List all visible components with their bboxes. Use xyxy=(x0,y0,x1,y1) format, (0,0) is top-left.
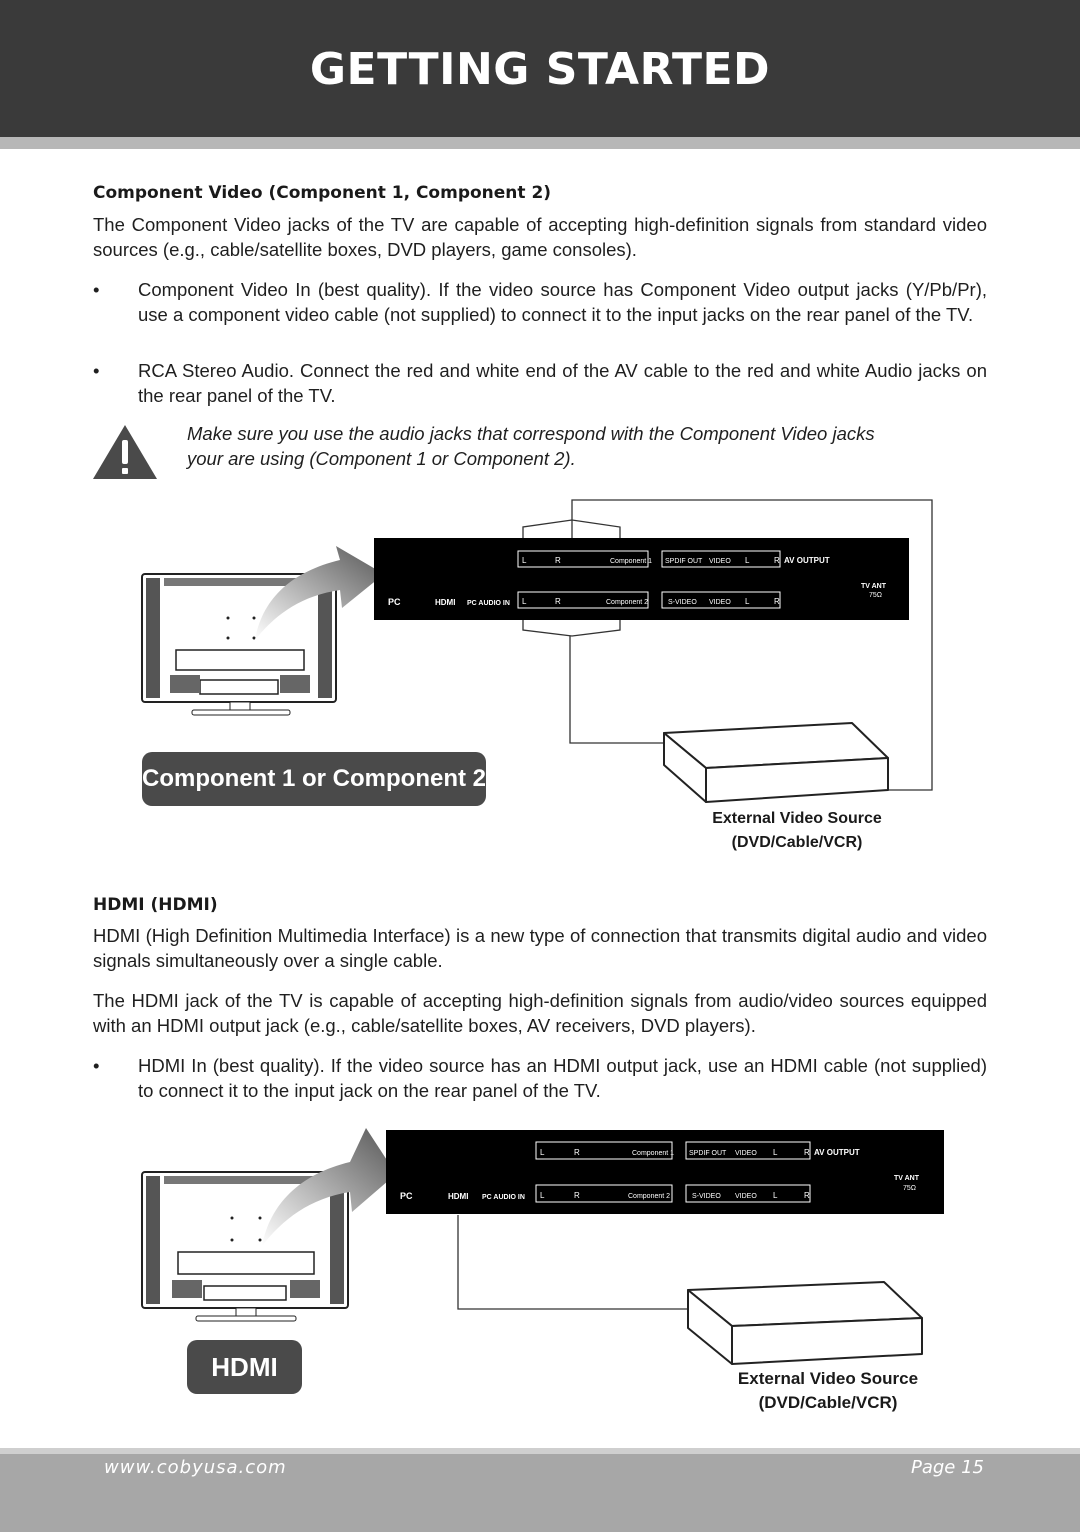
jack-label-r: R xyxy=(574,1148,580,1157)
jack-label-r: R xyxy=(804,1148,810,1157)
page-title: GETTING STARTED xyxy=(309,44,771,95)
bullet-marker: • xyxy=(93,279,100,300)
external-video-source-box xyxy=(688,1282,922,1364)
component-video-heading: Component Video (Component 1, Component 2) xyxy=(93,183,552,203)
jack-label-video: VIDEO xyxy=(735,1150,757,1157)
bullet-marker: • xyxy=(93,1055,100,1076)
jack-label-l: L xyxy=(522,556,527,565)
jack-label-video: VIDEO xyxy=(709,558,731,565)
jack-label-spdif: SPDIF OUT xyxy=(665,558,703,565)
external-source-title: External Video Source xyxy=(737,1369,919,1388)
jack-label-l: L xyxy=(745,556,750,565)
list-item xyxy=(93,277,987,327)
jack-label-pc-audio-in: PC AUDIO IN xyxy=(467,600,510,607)
jack-label-l: L xyxy=(540,1191,545,1200)
jack-label-ohms: 75Ω xyxy=(869,592,883,599)
footer-divider xyxy=(0,1448,1080,1454)
bullet-text: HDMI In (best quality). If the video source has an HDMI output jack, use an HDMI cable (not supplied) to connect it to the input jack on the rear panel of the TV. xyxy=(138,1055,987,1101)
jack-label-hdmi: HDMI xyxy=(448,1192,469,1201)
jack-label-l: L xyxy=(773,1148,778,1157)
jack-label-r: R xyxy=(774,556,780,565)
jack-label-r: R xyxy=(774,597,780,606)
page-number: Page 15 xyxy=(910,1457,984,1478)
component-caption-badge: Component 1 or Component 2 xyxy=(142,752,486,806)
jack-label-component1: Component 1 xyxy=(632,1150,675,1157)
bullet-text: Component Video In (best quality). If the video source has Component Video output jacks (Y/Pb/Pr), use a component video cable (not supplied) to connect it to the input jacks on the rear panel of the TV. xyxy=(138,279,987,325)
tv-rear-panel xyxy=(386,1130,944,1214)
jack-label-hdmi: HDMI xyxy=(435,598,456,607)
jack-label-r: R xyxy=(555,597,561,606)
jack-label-s-video: S-VIDEO xyxy=(692,1193,721,1200)
hdmi-caption-badge: HDMI xyxy=(187,1340,302,1394)
cable-lines xyxy=(458,1215,688,1309)
jack-label-component2: Component 2 xyxy=(628,1193,671,1200)
jack-label-tv-ant: TV ANT xyxy=(861,583,887,590)
jack-label-s-video: S-VIDEO xyxy=(668,599,697,606)
external-source-label xyxy=(720,1367,936,1415)
external-video-source-box xyxy=(664,723,888,802)
jack-label-ohms: 75Ω xyxy=(903,1185,917,1192)
header-divider xyxy=(0,137,1080,149)
jack-label-spdif: SPDIF OUT xyxy=(689,1150,727,1157)
hdmi-paragraph-1: HDMI (High Definition Multimedia Interface) is a new type of connection that transmits digital audio and video signals simultaneously over a single cable. xyxy=(93,925,987,971)
website-url: www.cobyusa.com xyxy=(104,1457,287,1478)
jack-label-r: R xyxy=(555,556,561,565)
jack-label-component1: Component 1 xyxy=(610,558,653,565)
list-item xyxy=(93,358,987,408)
page-header xyxy=(0,0,1080,137)
external-source-label xyxy=(690,807,904,855)
jack-label-r: R xyxy=(804,1191,810,1200)
jack-label-pc-audio-in: PC AUDIO IN xyxy=(482,1194,525,1201)
bullet-marker: • xyxy=(93,360,100,381)
jack-label-video: VIDEO xyxy=(709,599,731,606)
warning-note: Make sure you use the audio jacks that correspond with the Component Video jacks your are using (Component 1 or Component 2). xyxy=(187,423,875,469)
hdmi-paragraph-2: The HDMI jack of the TV is capable of accepting high-definition signals from audio/video sources equipped with an HDMI output jack (e.g., cable/satellite boxes, AV receivers, DVD players). xyxy=(93,990,987,1036)
external-source-subtitle: (DVD/Cable/VCR) xyxy=(731,834,863,851)
jack-label-av-output: AV OUTPUT xyxy=(814,1148,860,1157)
jack-label-tv-ant: TV ANT xyxy=(894,1175,920,1182)
jack-label-video: VIDEO xyxy=(735,1193,757,1200)
bullet-text: RCA Stereo Audio. Connect the red and white end of the AV cable to the red and white Audio jacks on the rear panel of the TV. xyxy=(138,360,987,406)
jack-label-pc: PC xyxy=(388,597,401,607)
jack-label-av-output: AV OUTPUT xyxy=(784,556,830,565)
tv-rear-panel xyxy=(374,538,909,620)
component-video-intro: The Component Video jacks of the TV are capable of accepting high-definition signals from standard video sources (e.g., cable/satellite boxes, DVD players, game consoles). xyxy=(93,214,987,260)
warning-triangle-icon xyxy=(92,423,158,481)
list-item xyxy=(93,1053,987,1103)
jack-label-l: L xyxy=(745,597,750,606)
jack-label-r: R xyxy=(574,1191,580,1200)
external-source-subtitle: (DVD/Cable/VCR) xyxy=(758,1393,898,1412)
jack-label-l: L xyxy=(522,597,527,606)
external-source-title: External Video Source xyxy=(712,810,882,827)
jack-label-l: L xyxy=(540,1148,545,1157)
jack-label-pc: PC xyxy=(400,1191,413,1201)
hdmi-heading: HDMI (HDMI) xyxy=(93,895,218,915)
jack-label-l: L xyxy=(773,1191,778,1200)
jack-label-component2: Component 2 xyxy=(606,599,649,606)
